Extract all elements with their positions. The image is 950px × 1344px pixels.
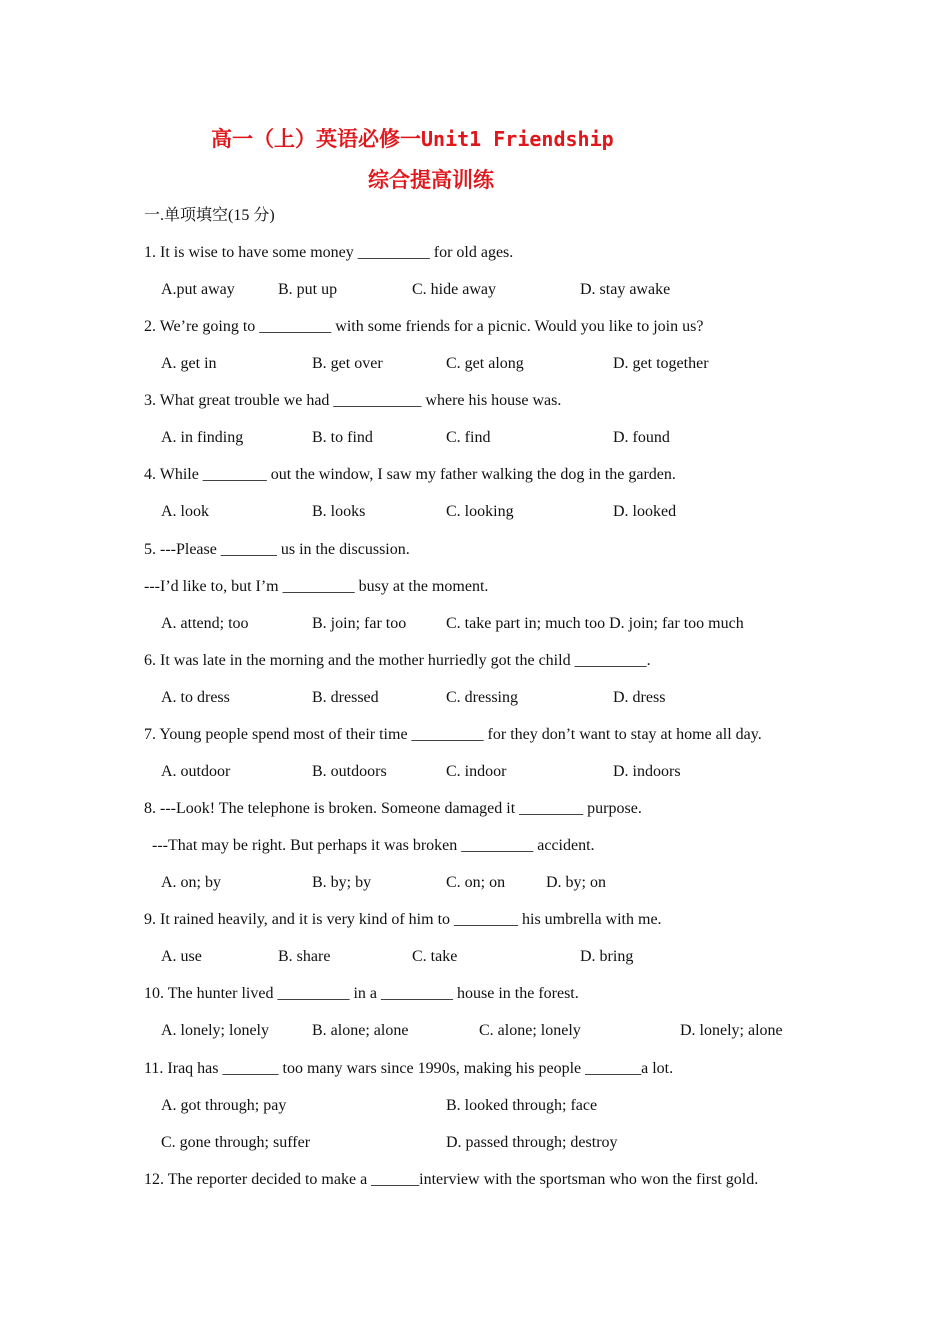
option-6a: A. to dress [161,689,230,706]
option-8c: C. on; on [446,874,506,891]
option-1b: B. put up [278,281,338,298]
option-7c: C. indoor [446,763,507,780]
option-4c: C. looking [446,503,514,520]
option-3c: C. find [446,429,491,446]
option-9a: A. use [161,948,202,965]
option-2a: A. get in [161,355,217,372]
question-10: 10. The hunter lived _________ in a _________ house in the forest. [144,985,579,1002]
option-6c: C. dressing [446,689,518,706]
option-1d: D. stay awake [580,281,671,298]
option-9c: C. take [412,948,458,965]
option-10b: B. alone; alone [312,1022,409,1039]
question-7: 7. Young people spend most of their time _________ for they don’t want to stay at home all day. [144,726,762,743]
option-3b: B. to find [312,429,373,446]
question-11: 11. Iraq has _______ too many wars since 1990s, making his people _______a lot. [144,1060,674,1077]
option-3a: A. in finding [161,429,244,446]
option-7a: A. outdoor [161,763,231,780]
question-8: 8. ---Look! The telephone is broken. Someone damaged it ________ purpose. [144,800,642,817]
option-1c: C. hide away [412,281,496,298]
option-3d: D. found [613,429,670,446]
option-4a: A. look [161,503,209,520]
question-6: 6. It was late in the morning and the mother hurriedly got the child _________. [144,652,651,669]
document-title [211,123,950,153]
option-2c: C. get along [446,355,524,372]
option-9b: B. share [278,948,331,965]
option-4d: D. looked [613,503,677,520]
option-7b: B. outdoors [312,763,387,780]
title-cn: 高一（上）英语必修一 [211,127,421,151]
title-en: Unit1 Friendship [421,127,614,151]
document-subtitle: 综合提高训练 [368,168,494,192]
option-10d: D. lonely; alone [680,1022,783,1039]
option-10a: A. lonely; lonely [161,1022,269,1039]
question-1: 1. It is wise to have some money _________ for old ages. [144,244,514,261]
question-3: 3. What great trouble we had ___________ where his house was. [144,392,562,409]
option-6d: D. dress [613,689,666,706]
question-2: 2. We’re going to _________ with some friends for a picnic. Would you like to join us? [144,318,704,335]
option-5cd: C. take part in; much too D. join; far too much [446,615,744,632]
option-1a: A.put away [161,281,235,298]
option-8b: B. by; by [312,874,372,891]
option-5b: B. join; far too [312,615,407,632]
question-9: 9. It rained heavily, and it is very kind of him to ________ his umbrella with me. [144,911,662,928]
question-5-reply: ---I’d like to, but I’m _________ busy at the moment. [144,578,489,595]
option-6b: B. dressed [312,689,379,706]
question-4: 4. While ________ out the window, I saw my father walking the dog in the garden. [144,466,676,483]
question-12: 12. The reporter decided to make a ______interview with the sportsman who won the first gold. [144,1171,759,1188]
section-heading: 一.单项填空(15 分) [144,207,275,224]
question-8-reply: ---That may be right. But perhaps it was broken _________ accident. [152,837,595,854]
option-11d: D. passed through; destroy [446,1134,618,1151]
option-11b: B. looked through; face [446,1097,598,1114]
question-5: 5. ---Please _______ us in the discussion. [144,541,410,558]
option-10c: C. alone; lonely [479,1022,581,1039]
option-9d: D. bring [580,948,634,965]
option-11a: A. got through; pay [161,1097,287,1114]
option-2d: D. get together [613,355,709,372]
option-11c: C. gone through; suffer [161,1134,311,1151]
option-8a: A. on; by [161,874,221,891]
option-4b: B. looks [312,503,366,520]
option-8d: D. by; on [546,874,606,891]
option-5a: A. attend; too [161,615,249,632]
option-2b: B. get over [312,355,383,372]
option-7d: D. indoors [613,763,681,780]
